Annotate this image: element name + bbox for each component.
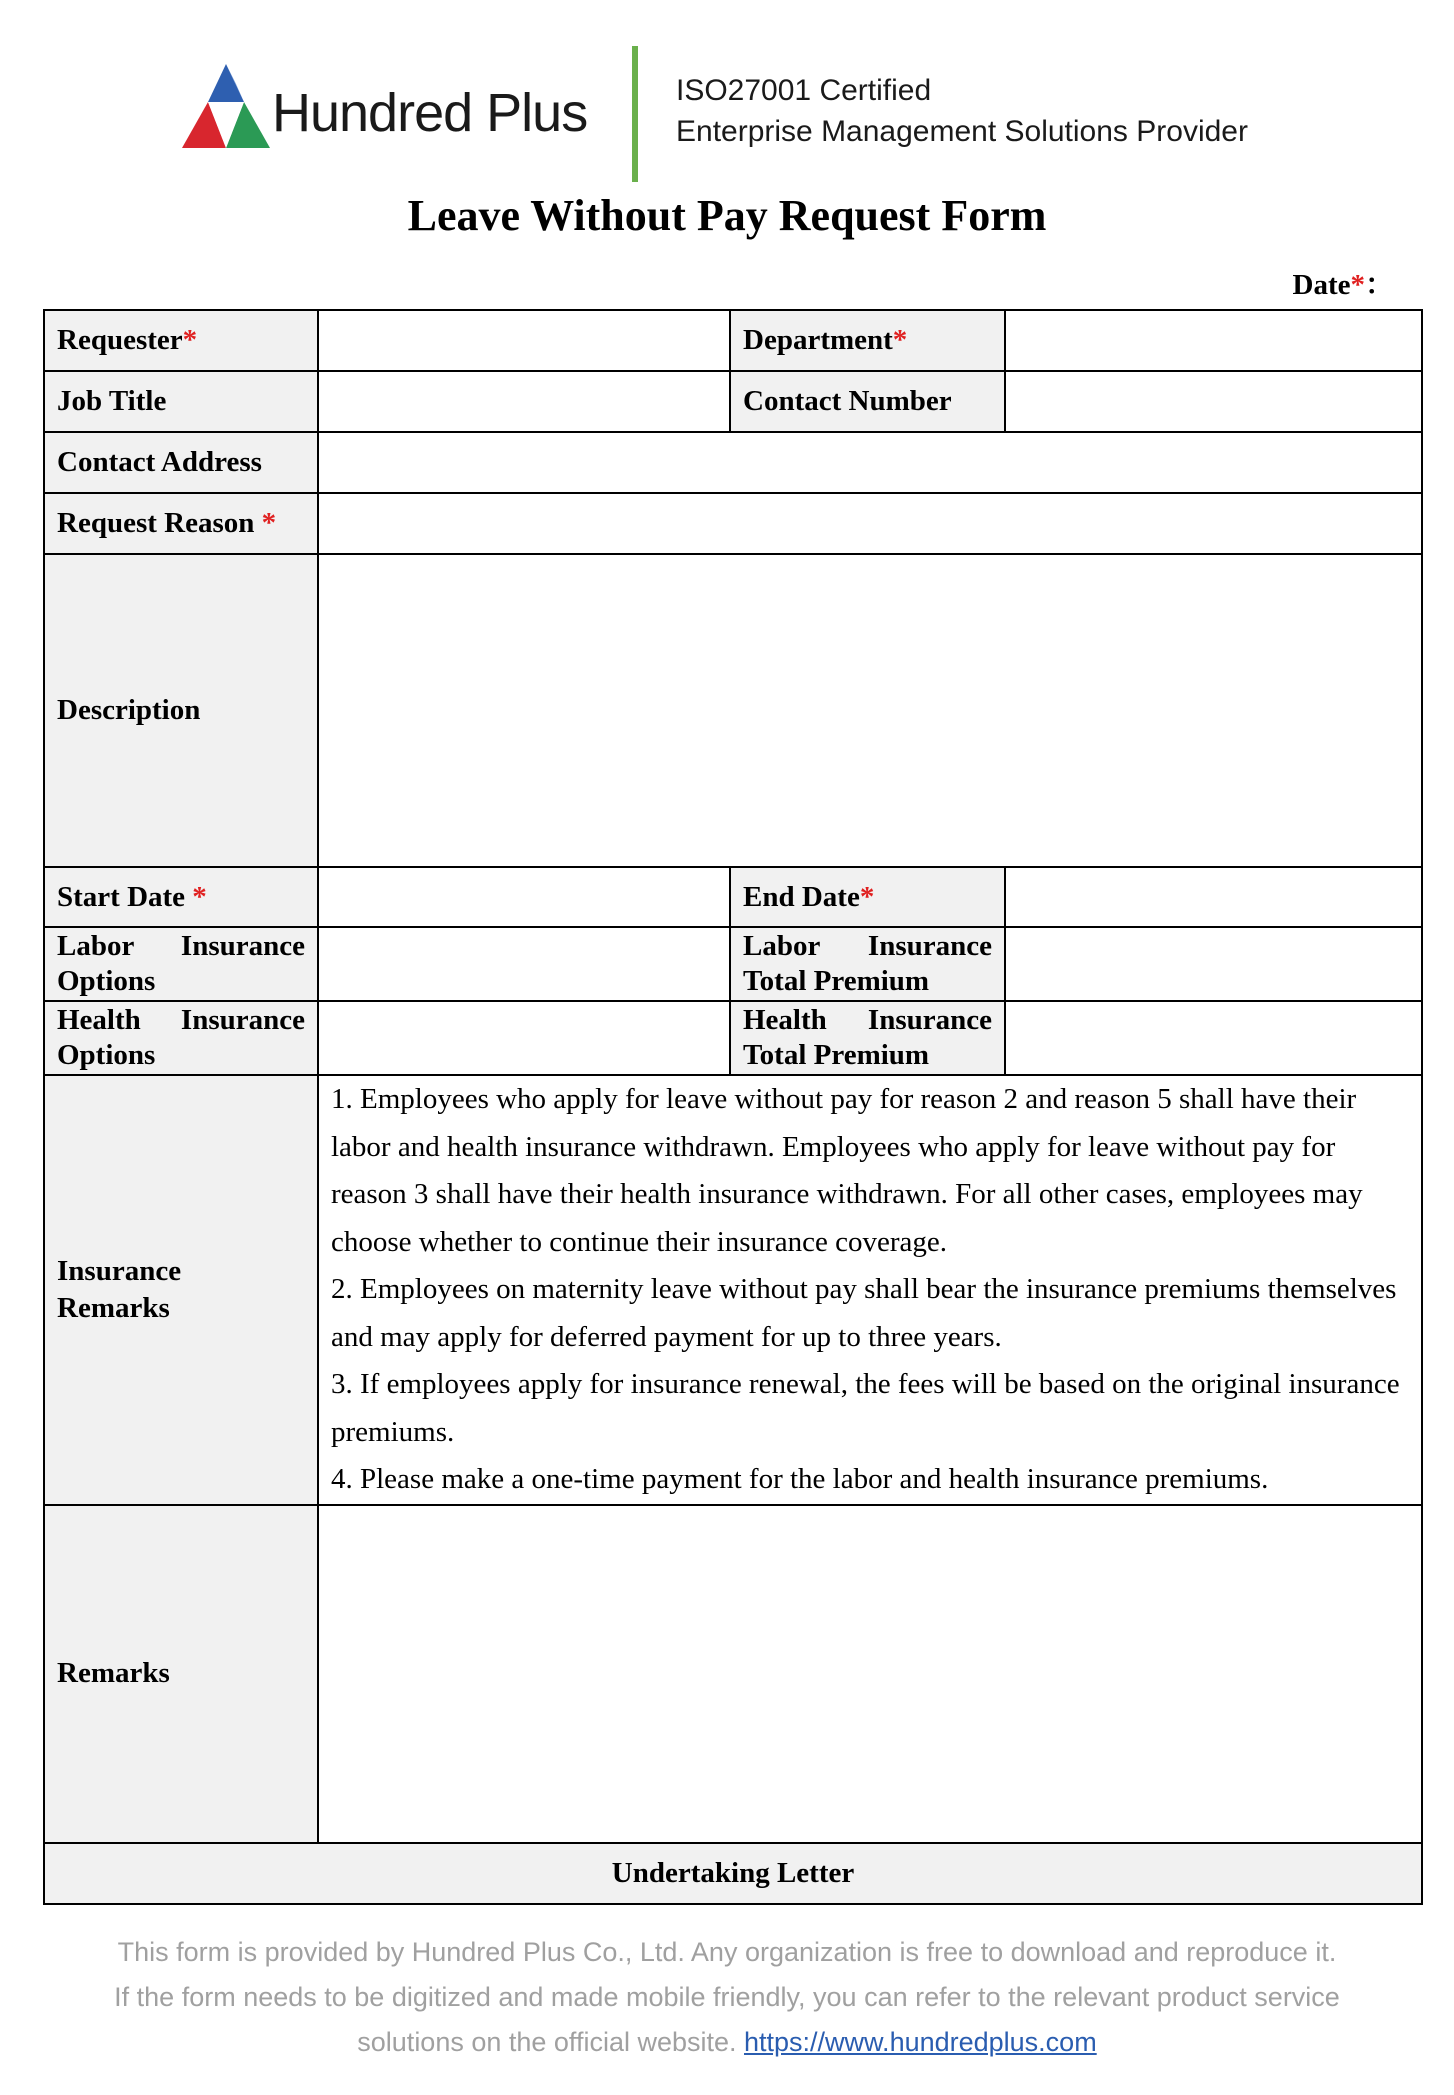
department-label: Department* — [730, 310, 1005, 371]
certification-text: ISO27001 Certified — [676, 74, 932, 107]
health-insurance-options-label: Health Insurance Options — [44, 1001, 318, 1075]
required-mark: * — [1350, 269, 1365, 301]
requester-label: Requester* — [44, 310, 318, 371]
department-input[interactable] — [1005, 310, 1422, 371]
labor-insurance-options-input[interactable] — [318, 927, 730, 1001]
table-row — [44, 310, 1422, 371]
insurance-note: 1. Employees who apply for leave without pay for reason 2 and reason 5 shall have their labor and health insurance withdrawn. Employees who apply for leave without pay for reason 3 shall have their health insurance withdrawn. For all other cases, employees may choose whether to continue their insurance coverage. — [331, 1083, 1363, 1258]
start-date-input[interactable] — [318, 867, 730, 927]
contact-address-input[interactable] — [318, 432, 1422, 493]
footer-line: solutions on the official website. https://www.hundredplus.com — [357, 2027, 1097, 2057]
labor-insurance-total-input[interactable] — [1005, 927, 1422, 1001]
table-row — [44, 1075, 1422, 1505]
insurance-note: 3. If employees apply for insurance renewal, the fees will be based on the original insurance premiums. — [331, 1368, 1400, 1448]
date-colon: ： — [1364, 269, 1394, 301]
footer-line: If the form needs to be digitized and made mobile friendly, you can refer to the relevant product service — [114, 1982, 1340, 2012]
footer-line: This form is provided by Hundred Plus Co., Ltd. Any organization is free to download and reproduce it. — [117, 1937, 1337, 1967]
date-label: Date — [1292, 269, 1351, 301]
undertaking-letter-heading: Undertaking Letter — [44, 1843, 1422, 1904]
end-date-label: End Date* — [730, 867, 1005, 927]
company-tagline: Enterprise Management Solutions Provider — [676, 115, 1248, 148]
request-reason-label: Request Reason * — [44, 493, 318, 554]
table-row — [44, 1505, 1422, 1843]
remarks-input[interactable] — [318, 1505, 1422, 1843]
brand-name: Hundred Plus — [272, 83, 588, 143]
request-form-table — [43, 309, 1423, 1905]
table-row — [44, 867, 1422, 927]
job-title-input[interactable] — [318, 371, 730, 432]
job-title-label: Job Title — [44, 371, 318, 432]
triangle-logo-icon — [178, 62, 274, 152]
health-insurance-total-input[interactable] — [1005, 1001, 1422, 1075]
description-input[interactable] — [318, 554, 1422, 867]
header-divider — [632, 46, 638, 182]
requester-input[interactable] — [318, 310, 730, 371]
page-title: Leave Without Pay Request Form — [407, 191, 1047, 240]
description-label: Description — [44, 554, 318, 867]
date-field[interactable] — [1293, 262, 1395, 303]
contact-number-label: Contact Number — [730, 371, 1005, 432]
table-row — [44, 554, 1422, 867]
website-link[interactable]: https://www.hundredplus.com — [744, 2027, 1097, 2057]
table-row — [44, 1843, 1422, 1904]
start-date-label: Start Date * — [44, 867, 318, 927]
table-row — [44, 1001, 1422, 1075]
labor-insurance-options-label: Labor Insurance Options — [44, 927, 318, 1001]
health-insurance-options-input[interactable] — [318, 1001, 730, 1075]
insurance-remarks-text — [318, 1075, 1422, 1505]
table-row — [44, 432, 1422, 493]
contact-address-label: Contact Address — [44, 432, 318, 493]
insurance-note: 2. Employees on maternity leave without pay shall bear the insurance premiums themselves and may apply for deferred payment for up to three years. — [331, 1273, 1397, 1353]
remarks-label: Remarks — [44, 1505, 318, 1843]
company-logo — [178, 62, 598, 152]
page-header — [0, 0, 1454, 190]
insurance-remarks-label: Insurance Remarks — [44, 1075, 318, 1505]
insurance-note: 4. Please make a one-time payment for the labor and health insurance premiums. — [331, 1463, 1269, 1495]
table-row — [44, 493, 1422, 554]
table-row — [44, 927, 1422, 1001]
contact-number-input[interactable] — [1005, 371, 1422, 432]
health-insurance-total-label: Health Insurance Total Premium — [730, 1001, 1005, 1075]
table-row — [44, 371, 1422, 432]
end-date-input[interactable] — [1005, 867, 1422, 927]
request-reason-input[interactable] — [318, 493, 1422, 554]
labor-insurance-total-label: Labor Insurance Total Premium — [730, 927, 1005, 1001]
page-footer — [0, 1930, 1454, 2065]
